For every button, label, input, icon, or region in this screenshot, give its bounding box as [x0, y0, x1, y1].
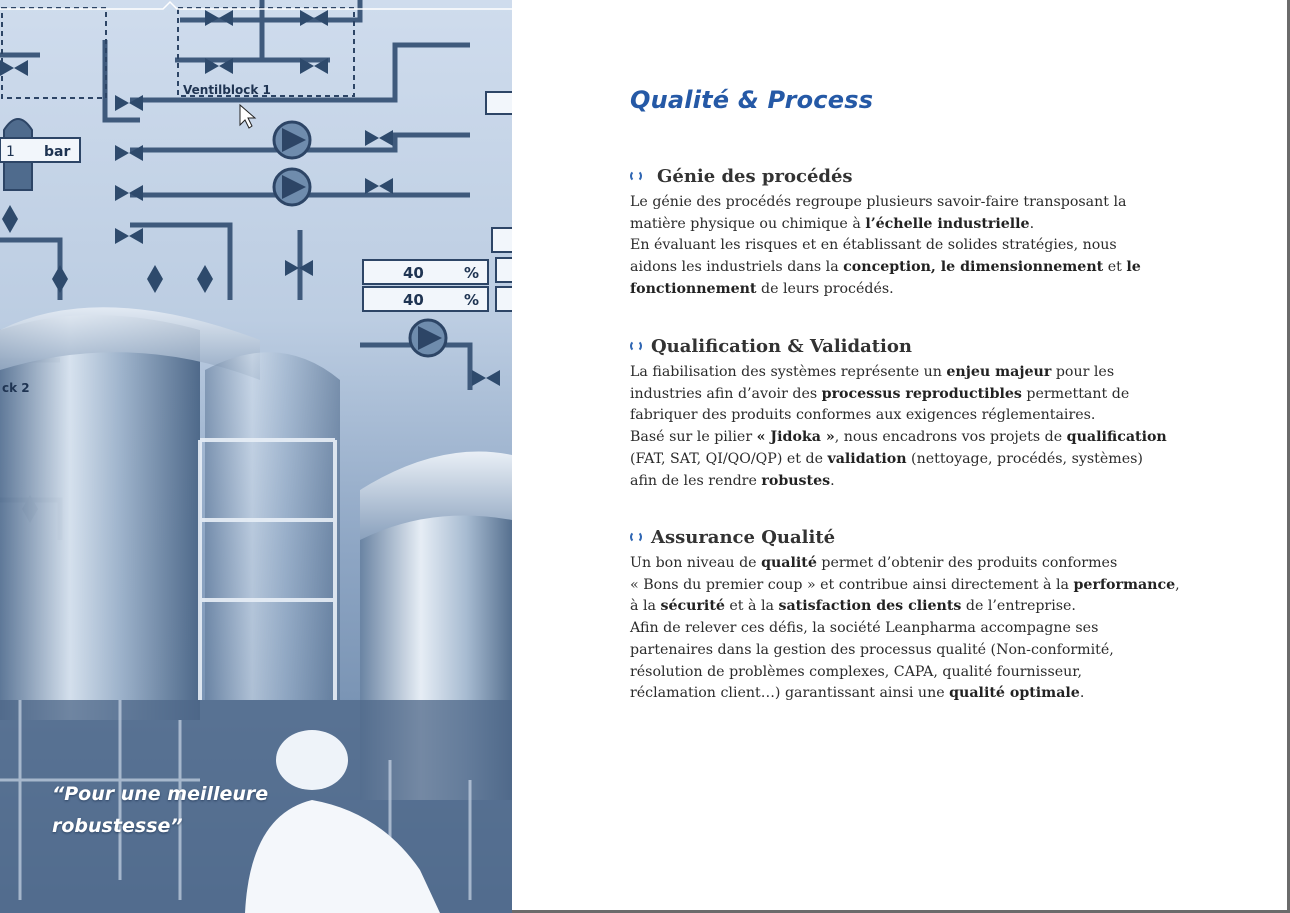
- text-line: [630, 662, 1200, 684]
- body-text: réclamation client…) garantissant ainsi une: [630, 685, 950, 702]
- emphasis-text: conception, le dimensionnement: [843, 259, 1104, 276]
- text-line: [630, 384, 1200, 406]
- body-text: En évaluant les risques et en établissant de solides stratégies, nous: [630, 237, 1117, 254]
- body-text: de l’entreprise.: [961, 598, 1076, 615]
- body-text: .: [1079, 685, 1085, 702]
- text-line: [630, 618, 1200, 640]
- emphasis-text: l’échelle industrielle: [865, 215, 1030, 232]
- body-text: permettant de: [1021, 385, 1130, 402]
- process-control-illustration: [0, 0, 512, 913]
- page-title: Qualité & Process: [630, 86, 874, 114]
- block-2-label: ck 2: [2, 381, 30, 395]
- emphasis-text: validation: [827, 450, 907, 467]
- section-heading: [630, 164, 1200, 188]
- body-text: pour les: [1051, 364, 1115, 380]
- section-heading: [630, 334, 1200, 358]
- tagline-line-2: robustesse”: [52, 815, 183, 837]
- text-line: [630, 279, 1200, 301]
- body-text: afin de les rendre: [630, 472, 762, 489]
- text-line: [630, 471, 1200, 493]
- section-qualification-validation: [630, 334, 1200, 492]
- bar-value-label: 1: [6, 144, 15, 160]
- emphasis-text: qualification: [1066, 429, 1167, 446]
- emphasis-text: « Jidoka »: [756, 429, 835, 446]
- text-line: [630, 362, 1200, 384]
- body-text: , nous encadrons vos projets de: [834, 429, 1067, 446]
- body-text: Un bon niveau de: [630, 555, 762, 571]
- body-text: .: [830, 472, 835, 489]
- text-line: [630, 405, 1200, 427]
- text-line: [630, 596, 1200, 618]
- section-body: [630, 553, 1200, 705]
- emphasis-text: qualité optimale: [949, 685, 1080, 702]
- body-text: La fiabilisation des systèmes représente un: [630, 364, 947, 380]
- body-text: Afin de relever ces défis, la société Leanpharma accompagne ses: [630, 620, 1099, 637]
- hero-photo: [0, 0, 512, 913]
- body-text: (nettoyage, procédés, systèmes): [906, 450, 1143, 467]
- emphasis-text: sécurité: [660, 598, 725, 615]
- body-text: résolution de problèmes complexes, CAPA, qualité fournisseur,: [630, 663, 1082, 680]
- body-text: « Bons du premier coup » et contribue ainsi directement à la: [630, 576, 1074, 593]
- emphasis-text: fonctionnement: [630, 280, 757, 297]
- body-text: fabriquer des produits conformes aux exigences réglementaires.: [630, 407, 1096, 424]
- body-text: (FAT, SAT, QI/QO/QP) et de: [630, 450, 828, 467]
- body-text: ,: [1175, 576, 1180, 593]
- text-line: [630, 683, 1200, 705]
- bar-unit-label: bar: [44, 144, 71, 160]
- percent-unit-2: %: [464, 291, 480, 309]
- section-heading: [630, 525, 1200, 549]
- section-genie-des-procedes: [630, 164, 1200, 301]
- body-text: matière physique ou chimique à: [630, 215, 866, 232]
- tagline-line-1: “Pour une meilleure: [52, 783, 269, 805]
- tagline-quote: [52, 778, 292, 842]
- section-assurance-qualite: [630, 525, 1200, 705]
- body-text: permet d’obtenir des produits conformes: [816, 555, 1118, 571]
- body-text: aidons les industriels dans la: [630, 259, 844, 276]
- text-line: [630, 214, 1200, 236]
- text-line: [630, 640, 1200, 662]
- text-line: [630, 449, 1200, 471]
- body-text: à la: [630, 598, 661, 615]
- emphasis-text: le: [1126, 259, 1141, 276]
- emphasis-text: satisfaction des clients: [778, 598, 962, 615]
- ring-bullet-icon: [630, 170, 642, 182]
- text-line: [630, 575, 1200, 597]
- ventilblock-label: Ventilblock 1: [183, 83, 271, 97]
- text-line: [630, 235, 1200, 257]
- percent-unit-1: %: [464, 264, 480, 282]
- text-line: [630, 553, 1200, 575]
- body-text: partenaires dans la gestion des processus qualité (Non-conformité,: [630, 641, 1114, 658]
- tagline-underline: [0, 0, 512, 12]
- emphasis-text: qualité: [761, 555, 817, 571]
- emphasis-text: enjeu majeur: [946, 364, 1052, 380]
- section-title: Qualification & Validation: [651, 335, 912, 357]
- emphasis-text: processus reproductibles: [821, 385, 1022, 402]
- text-line: [630, 257, 1200, 279]
- body-text: et à la: [724, 598, 779, 615]
- body-text: de leurs procédés.: [756, 280, 894, 297]
- section-title: Génie des procédés: [657, 165, 853, 187]
- ring-bullet-icon: [630, 340, 642, 352]
- text-line: [630, 427, 1200, 449]
- body-text: Le génie des procédés regroupe plusieurs savoir-faire transposant la: [630, 194, 1127, 210]
- emphasis-text: performance: [1073, 576, 1176, 593]
- section-title: Assurance Qualité: [651, 526, 836, 548]
- body-text: et: [1103, 259, 1127, 276]
- section-body: [630, 362, 1200, 492]
- section-body: [630, 192, 1200, 301]
- emphasis-text: robustes: [761, 472, 831, 489]
- ring-bullet-icon: [630, 531, 642, 543]
- body-text: industries afin d’avoir des: [630, 385, 822, 402]
- percent-value-2: 40: [403, 291, 424, 309]
- body-text: .: [1029, 215, 1035, 232]
- body-text: Basé sur le pilier: [630, 429, 757, 446]
- text-line: [630, 192, 1200, 214]
- percent-value-1: 40: [403, 264, 424, 282]
